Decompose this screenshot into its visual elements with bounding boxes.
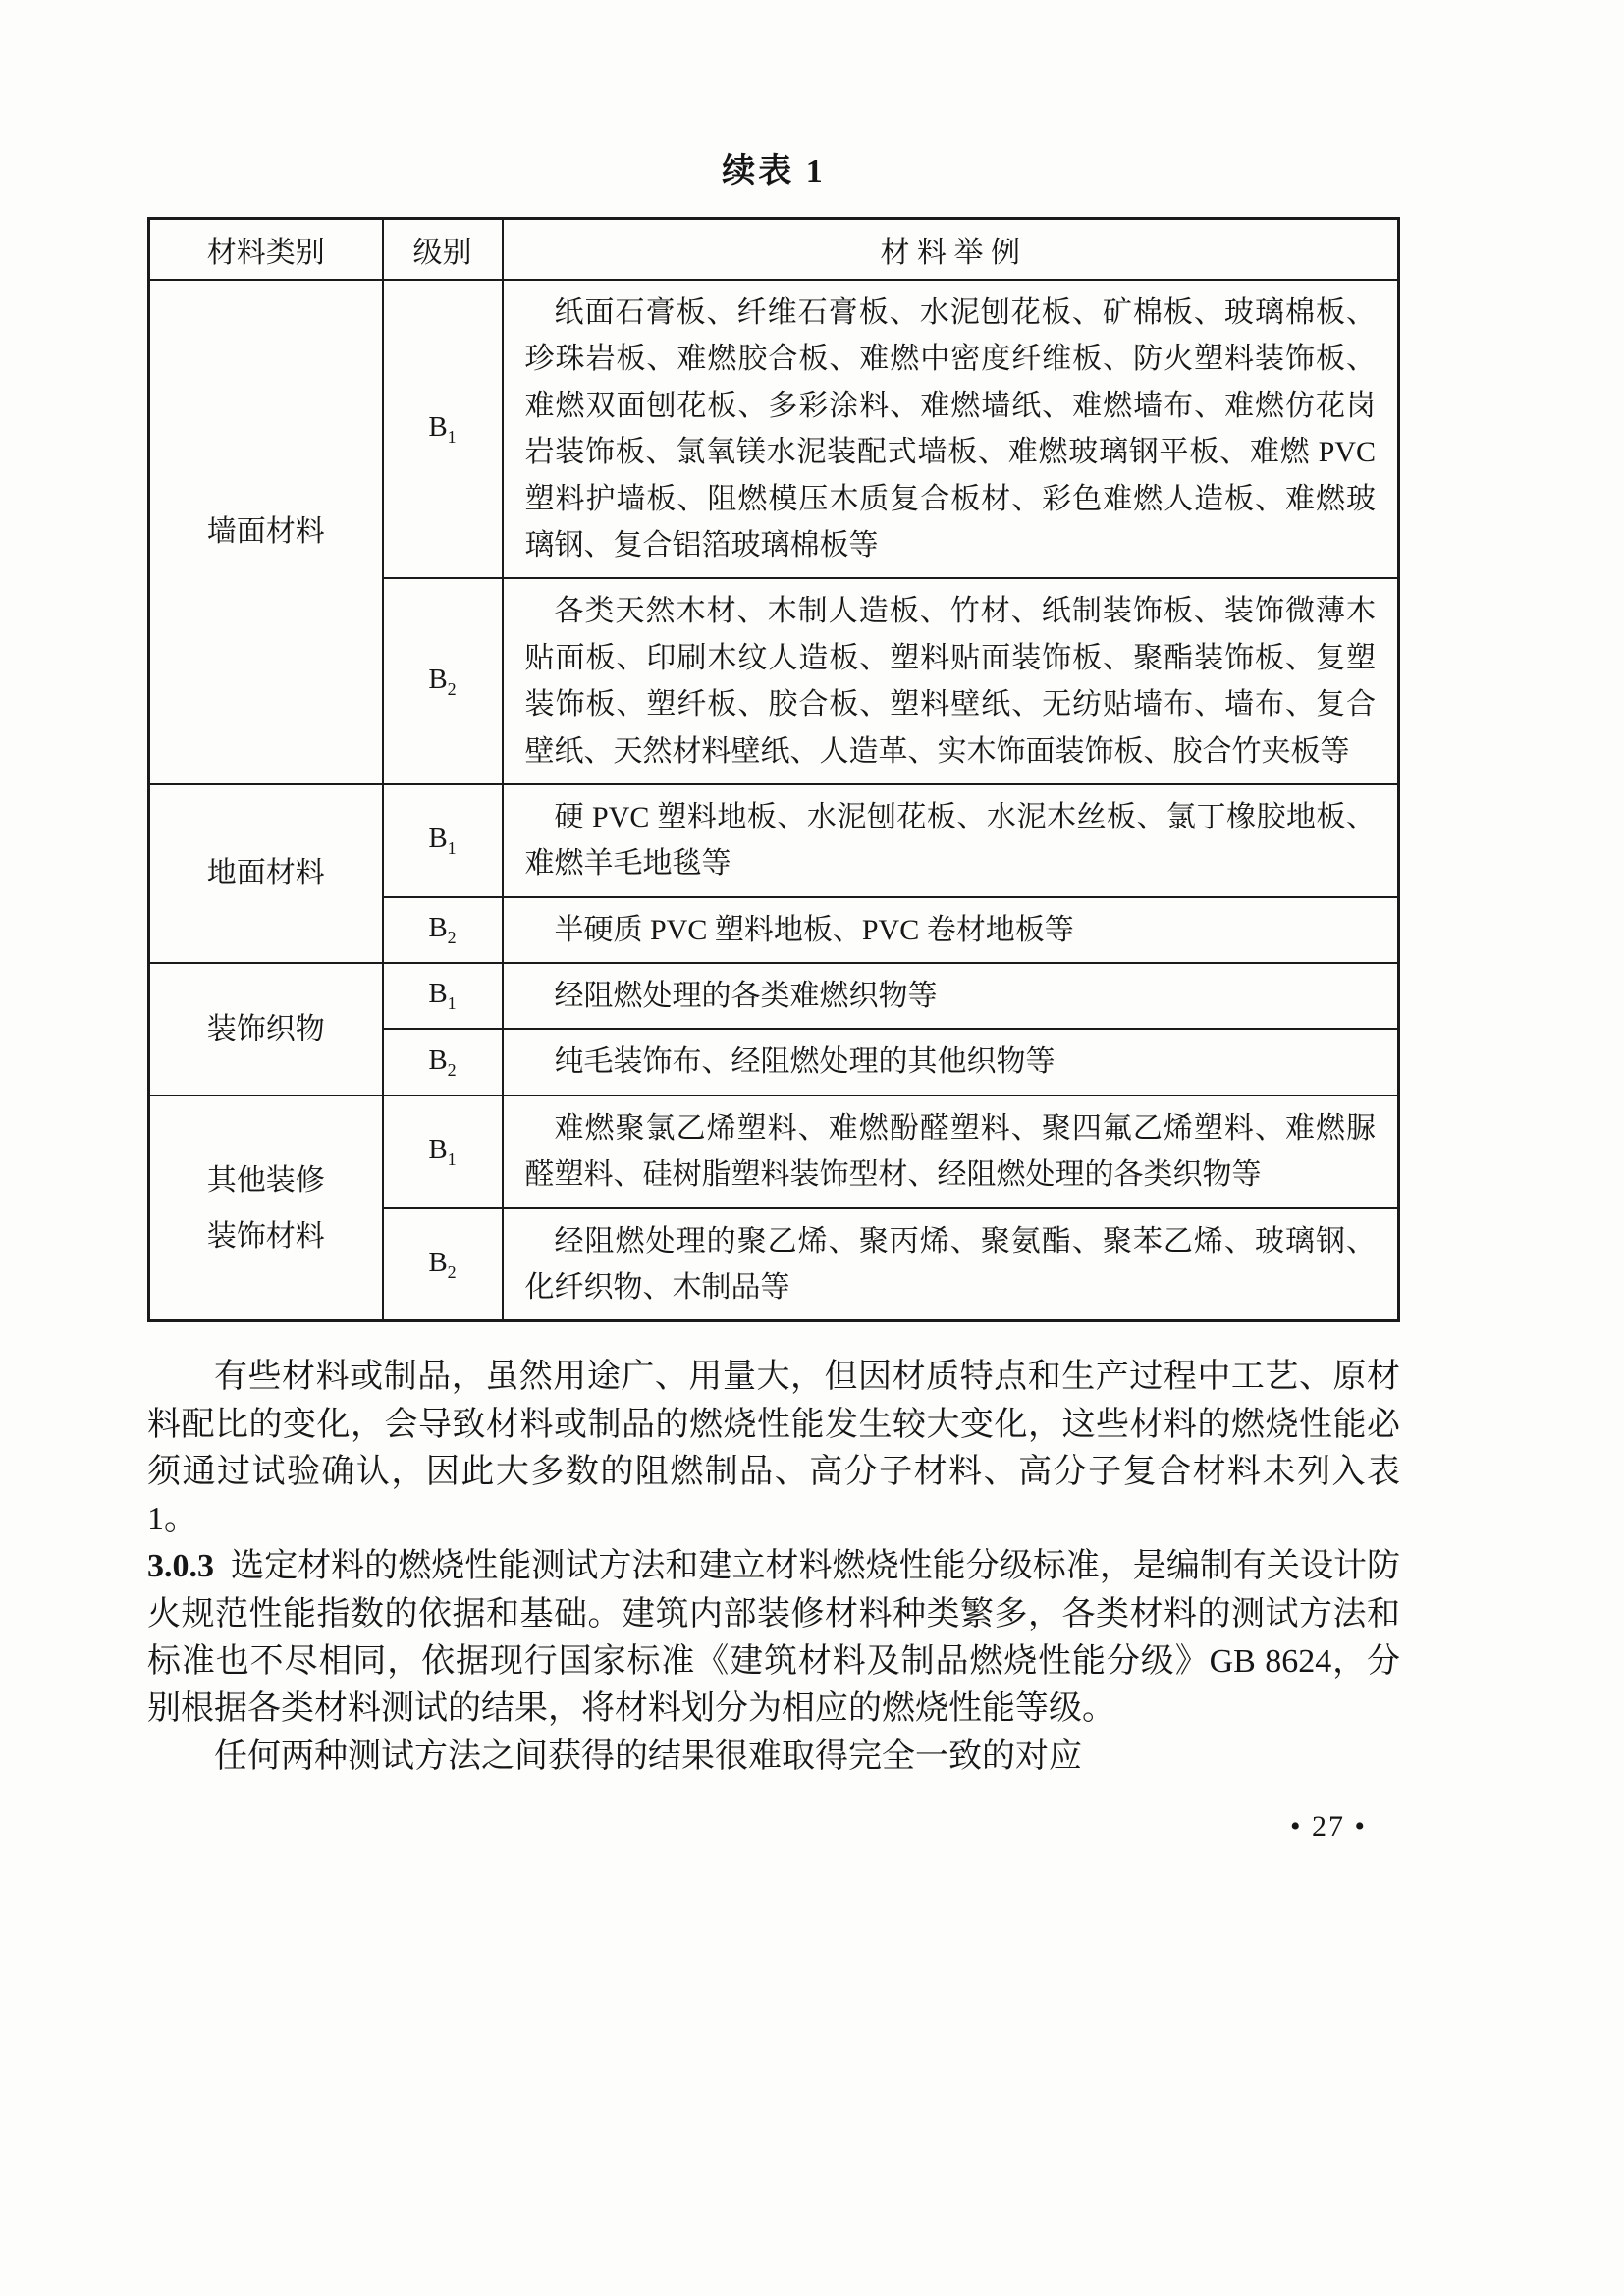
examples-cell: 纯毛装饰布、经阻燃处理的其他织物等 bbox=[503, 1029, 1399, 1095]
table-title: 续表 1 bbox=[722, 153, 826, 189]
examples-cell: 半硬质 PVC 塑料地板、PVC 卷材地板等 bbox=[503, 897, 1399, 963]
examples-cell: 纸面石膏板、纤维石膏板、水泥刨花板、矿棉板、玻璃棉板、珍珠岩板、难燃胶合板、难燃中密度纤维板、防火塑料装饰板、难燃双面刨花板、多彩涂料、难燃墙纸、难燃墙布、难燃仿花岗岩装饰板、氯氧镁水泥装配式墙板、难燃玻璃钢平板、难燃 PVC 塑料护墙板、阻燃模压木质复合板材、彩色难燃人造板、难燃玻璃钢、复合铝箔玻璃棉板等 bbox=[503, 280, 1399, 578]
grade-subscript: 1 bbox=[447, 993, 457, 1014]
header-material-examples: 材 料 举 例 bbox=[503, 219, 1399, 281]
examples-cell: 各类天然木材、木制人造板、竹材、纸制装饰板、装饰微薄木贴面板、印刷木纹人造板、塑料贴面装饰板、聚酯装饰板、复塑装饰板、塑纤板、胶合板、塑料壁纸、无纺贴墙布、墙布、复合壁纸、天然材料壁纸、人造革、实木饰面装饰板、胶合竹夹板等 bbox=[503, 578, 1399, 784]
table-header-row bbox=[149, 219, 1399, 281]
clause-number: 3.0.3 bbox=[147, 1548, 214, 1585]
examples-cell: 经阻燃处理的各类难燃织物等 bbox=[503, 963, 1399, 1029]
examples-cell: 难燃聚氯乙烯塑料、难燃酚醛塑料、聚四氟乙烯塑料、难燃脲醛塑料、硅树脂塑料装饰型材、经阻燃处理的各类织物等 bbox=[503, 1095, 1399, 1208]
grade-subscript: 2 bbox=[447, 1059, 457, 1080]
table-row bbox=[149, 280, 1399, 578]
category-cell: 装饰织物 bbox=[149, 963, 383, 1095]
grade-cell: $B_1$ bbox=[383, 963, 503, 1029]
header-material-category: 材料类别 bbox=[149, 219, 383, 281]
grade-cell: $B_1$ bbox=[383, 784, 503, 897]
grade-subscript: 2 bbox=[447, 678, 457, 699]
materials-table bbox=[147, 217, 1400, 1322]
grade-cell: $B_1$ bbox=[383, 280, 503, 578]
examples-cell: 经阻燃处理的聚乙烯、聚丙烯、聚氨酯、聚苯乙烯、玻璃钢、化纤织物、木制品等 bbox=[503, 1208, 1399, 1321]
table-row bbox=[149, 784, 1399, 897]
grade-subscript: 2 bbox=[447, 927, 457, 947]
grade-cell: $B_2$ bbox=[383, 1208, 503, 1321]
grade-cell: $B_1$ bbox=[383, 1095, 503, 1208]
grade-cell: $B_2$ bbox=[383, 578, 503, 784]
body-text bbox=[147, 1354, 1400, 1780]
table-row bbox=[149, 963, 1399, 1029]
grade-cell: $B_2$ bbox=[383, 897, 503, 963]
paragraph: 3.0.3 选定材料的燃烧性能测试方法和建立材料燃烧性能分级标准，是编制有关设计防火规范性能指数的依据和基础。建筑内部装修材料种类繁多，各类材料的测试方法和标准也不尽相同，依据现行国家标准《建筑材料及制品燃烧性能分级》GB 8624，分别根据各类材料测试的结果，将材料划分为相应的燃烧性能等级。 bbox=[147, 1548, 1400, 1728]
category-cell: 地面材料 bbox=[149, 784, 383, 963]
examples-cell: 硬 PVC 塑料地板、水泥刨花板、水泥木丝板、氯丁橡胶地板、难燃羊毛地毯等 bbox=[503, 784, 1399, 897]
header-grade: 级别 bbox=[383, 219, 503, 281]
grade-subscript: 1 bbox=[447, 1148, 457, 1169]
materials-table-body bbox=[149, 280, 1399, 1321]
grade-subscript: 2 bbox=[447, 1261, 457, 1282]
paragraph: 有些材料或制品，虽然用途广、用量大，但因材质特点和生产过程中工艺、原材料配比的变化，会导致材料或制品的燃烧性能发生较大变化，这些材料的燃烧性能必须通过试验确认，因此大多数的阻燃制品、高分子材料、高分子复合材料未列入表 1。 bbox=[147, 1359, 1400, 1538]
page-content bbox=[147, 143, 1400, 1843]
table-row bbox=[149, 1095, 1399, 1208]
grade-subscript: 1 bbox=[447, 837, 457, 858]
grade-cell: $B_2$ bbox=[383, 1029, 503, 1095]
page-number: • 27 • bbox=[1289, 1809, 1367, 1842]
category-cell: 墙面材料 bbox=[149, 280, 383, 784]
paragraph: 任何两种测试方法之间获得的结果很难取得完全一致的对应 bbox=[214, 1737, 1082, 1775]
category-cell: 其他装修 装饰材料 bbox=[149, 1095, 383, 1321]
grade-subscript: 1 bbox=[447, 426, 457, 447]
